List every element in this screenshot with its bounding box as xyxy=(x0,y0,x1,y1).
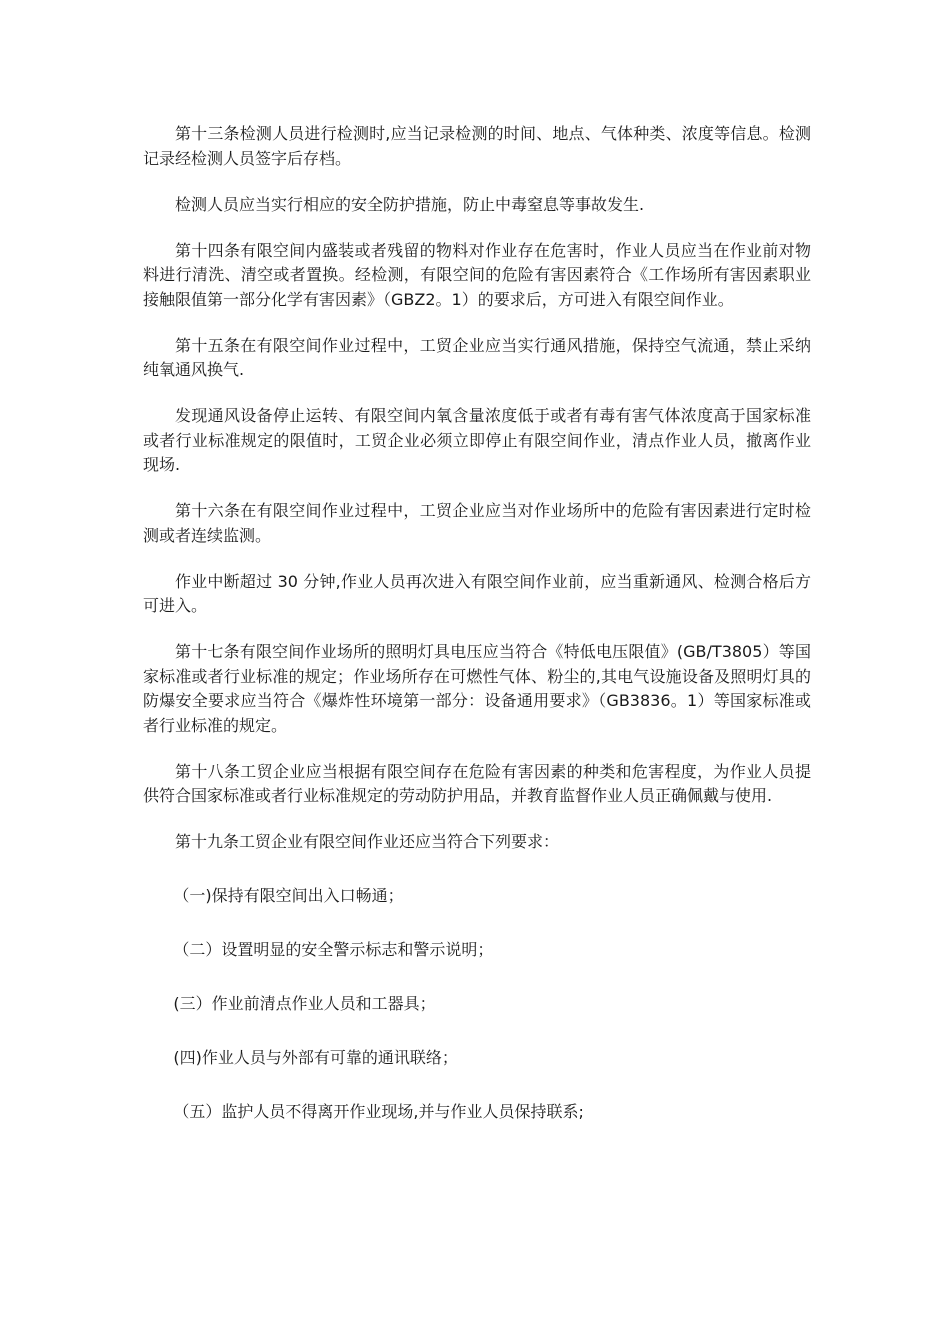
requirement-item-1: （一)保持有限空间出入口畅通； xyxy=(173,886,404,905)
article-16-paragraph: 第十六条在有限空间作业过程中，工贸企业应当对作业场所中的危险有害因素进行定时检测或者连续监测。 xyxy=(143,501,811,545)
article-19-paragraph: 第十九条工贸企业有限空间作业还应当符合下列要求： xyxy=(175,832,560,851)
article-17-paragraph: 第十七条有限空间作业场所的照明灯具电压应当符合《特低电压限值》(GB/T3805）等国家标准或者行业标准的规定；作业场所存在可燃性气体、粉尘的,其电气设施设备及照明灯具的防爆安全要求应当符合《爆炸性环境第一部分：设备通用要求》（GB3836。1）等国家标准或者行业标准的规定。 xyxy=(143,642,811,735)
article-13-paragraph: 第十三条检测人员进行检测时,应当记录检测的时间、地点、气体种类、浓度等信息。检测记录经检测人员签字后存档。 xyxy=(143,124,811,168)
requirement-item-3: (三）作业前清点作业人员和工器具； xyxy=(173,994,436,1013)
protection-measures-paragraph: 检测人员应当实行相应的安全防护措施，防止中毒窒息等事故发生. xyxy=(175,194,645,214)
requirement-item-2: （二）设置明显的安全警示标志和警示说明； xyxy=(173,940,494,959)
requirement-item-4: (四)作业人员与外部有可靠的通讯联络； xyxy=(173,1048,458,1067)
requirement-item-5: （五）监护人员不得离开作业现场,并与作业人员保持联系; xyxy=(173,1102,584,1121)
ventilation-failure-paragraph: 发现通风设备停止运转、有限空间内氧含量浓度低于或者有毒有害气体浓度高于国家标准或者行业标准规定的限值时，工贸企业必须立即停止有限空间作业，清点作业人员，撤离作业现场. xyxy=(143,406,811,474)
article-15-paragraph: 第十五条在有限空间作业过程中，工贸企业应当实行通风措施，保持空气流通，禁止采纳纯氧通风换气. xyxy=(143,335,811,379)
article-18-paragraph: 第十八条工贸企业应当根据有限空间存在危险有害因素的种类和危害程度，为作业人员提供符合国家标准或者行业标准规定的劳动防护用品，并教育监督作业人员正确佩戴与使用. xyxy=(143,761,811,805)
work-interruption-paragraph: 作业中断超过 30 分钟,作业人员再次进入有限空间作业前，应当重新通风、检测合格后方可进入。 xyxy=(143,571,811,615)
article-14-paragraph: 第十四条有限空间内盛装或者残留的物料对作业存在危害时，作业人员应当在作业前对物料进行清洗、清空或者置换。经检测，有限空间的危险有害因素符合《工作场所有害因素职业接触限值第一部分化学有害因素》（GBZ2。1）的要求后，方可进入有限空间作业。 xyxy=(143,240,811,309)
document-body xyxy=(143,122,811,1154)
